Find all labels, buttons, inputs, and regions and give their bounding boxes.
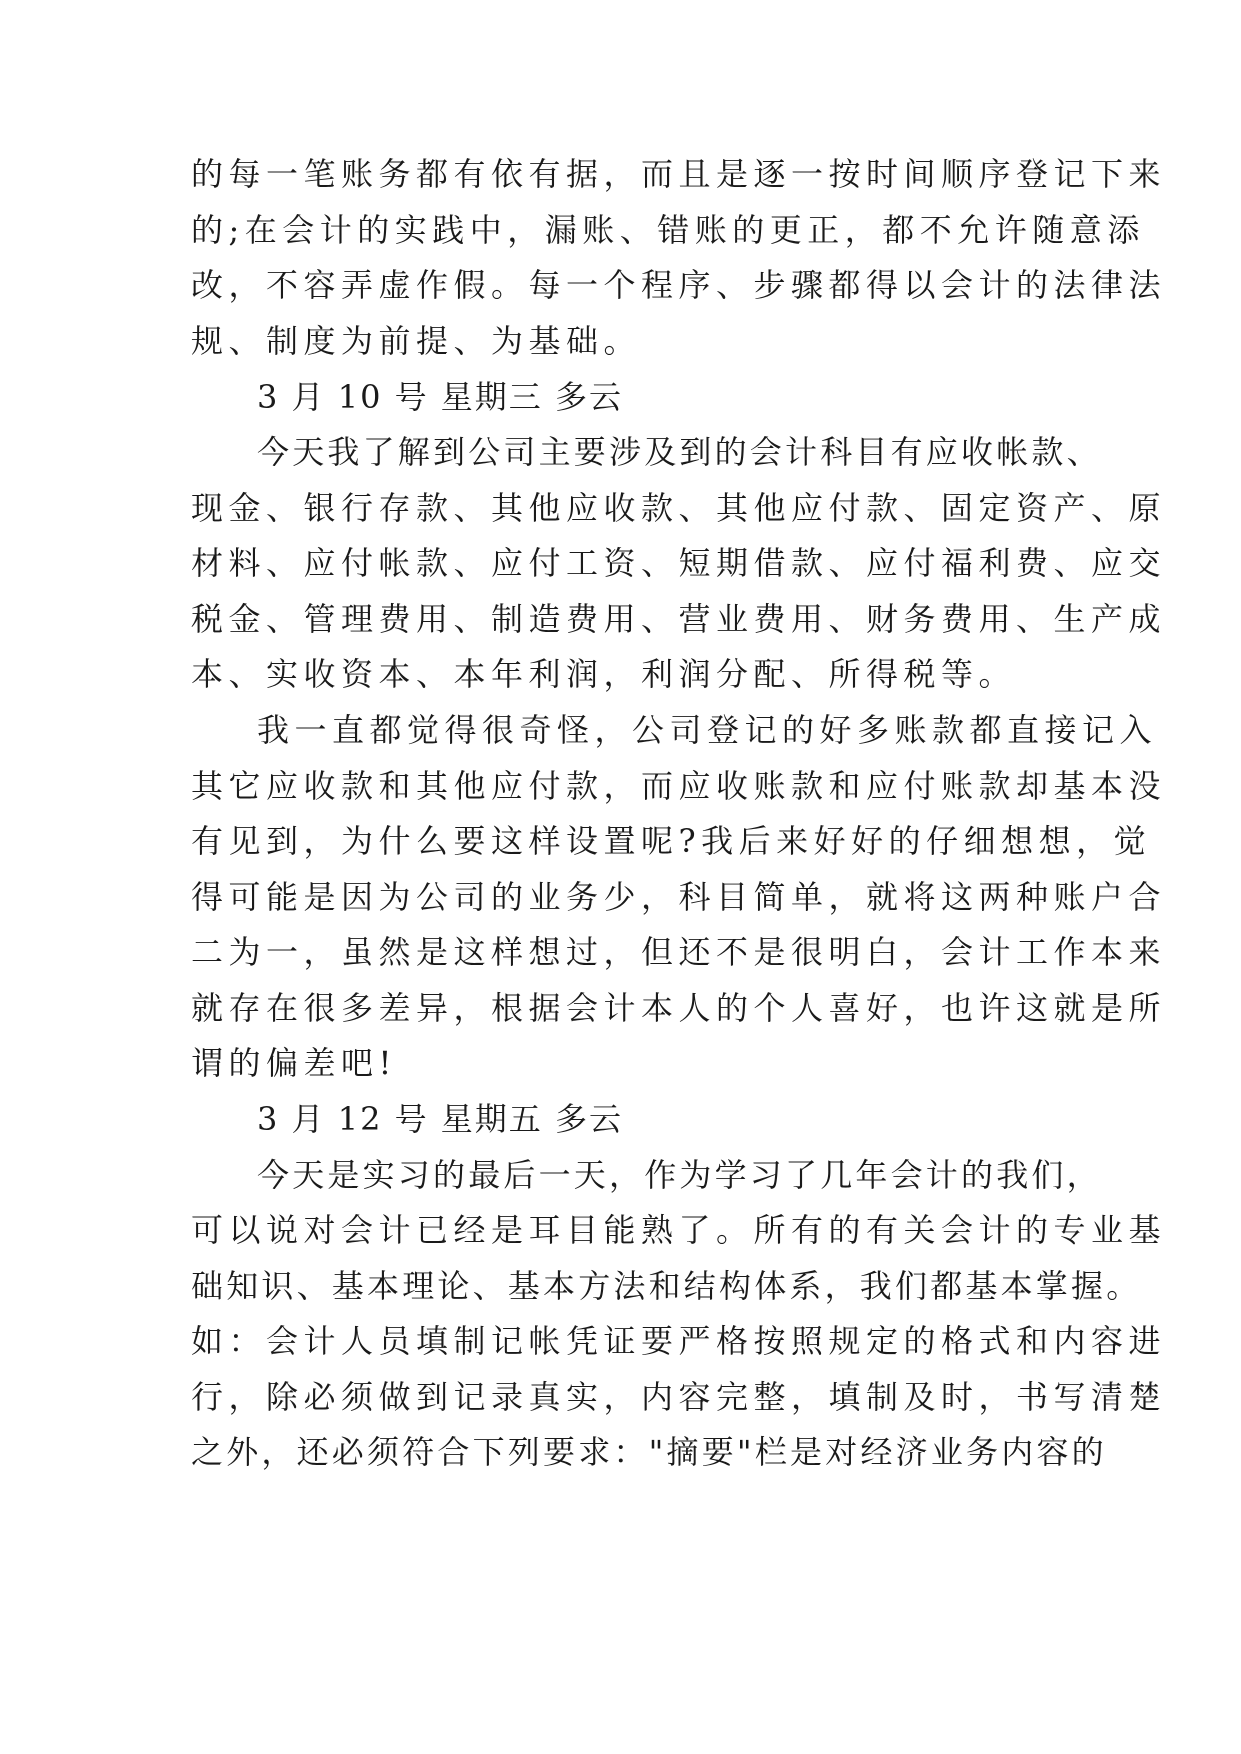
- text-line: 础知识、基本理论、基本方法和结构体系，我们都基本掌握。: [191, 1267, 1142, 1305]
- text-line: 税金、管理费用、制造费用、营业费用、财务费用、生产成: [191, 600, 1167, 638]
- text-line: 本、实收资本、本年利润，利润分配、所得税等。: [191, 655, 1017, 693]
- text-line: 二为一，虽然是这样想过，但还不是很明白，会计工作本来: [191, 933, 1167, 971]
- text-line: 规、制度为前提、为基础。: [191, 322, 642, 360]
- text-line: 改，不容弄虚作假。每一个程序、步骤都得以会计的法律法: [191, 266, 1167, 304]
- text-line: 之外，还必须符合下列要求："摘要"栏是对经济业务内容的: [191, 1433, 1107, 1471]
- date-heading: 3 月 10 号 星期三 多云: [257, 378, 623, 416]
- text-line: 就存在很多差异，根据会计本人的个人喜好，也许这就是所: [191, 989, 1167, 1027]
- text-line: 现金、银行存款、其他应收款、其他应付款、固定资产、原: [191, 489, 1167, 527]
- text-line: 我一直都觉得很奇怪，公司登记的好多账款都直接记入: [257, 711, 1158, 749]
- date-heading: 3 月 12 号 星期五 多云: [257, 1100, 623, 1138]
- text-line: 得可能是因为公司的业务少，科目简单，就将这两种账户合: [191, 878, 1167, 916]
- text-line: 的每一笔账务都有依有据，而且是逐一按时间顺序登记下来: [191, 155, 1167, 193]
- text-line: 的;在会计的实践中，漏账、错账的更正，都不允许随意添: [191, 211, 1145, 249]
- text-line: 可以说对会计已经是耳目能熟了。所有的有关会计的专业基: [191, 1211, 1167, 1249]
- text-line: 如：会计人员填制记帐凭证要严格按照规定的格式和内容进: [191, 1322, 1167, 1360]
- text-line: 谓的偏差吧!: [191, 1044, 397, 1082]
- text-line: 今天是实习的最后一天，作为学习了几年会计的我们，: [257, 1156, 1102, 1194]
- text-line: 今天我了解到公司主要涉及到的会计科目有应收帐款、: [257, 433, 1102, 471]
- text-line: 有见到，为什么要这样设置呢?我后来好好的仔细想想，觉: [191, 822, 1152, 860]
- text-line: 其它应收款和其他应付款，而应收账款和应付账款却基本没: [191, 767, 1167, 805]
- text-line: 行，除必须做到记录真实，内容完整，填制及时，书写清楚: [191, 1378, 1167, 1416]
- text-line: 材料、应付帐款、应付工资、短期借款、应付福利费、应交: [191, 544, 1167, 582]
